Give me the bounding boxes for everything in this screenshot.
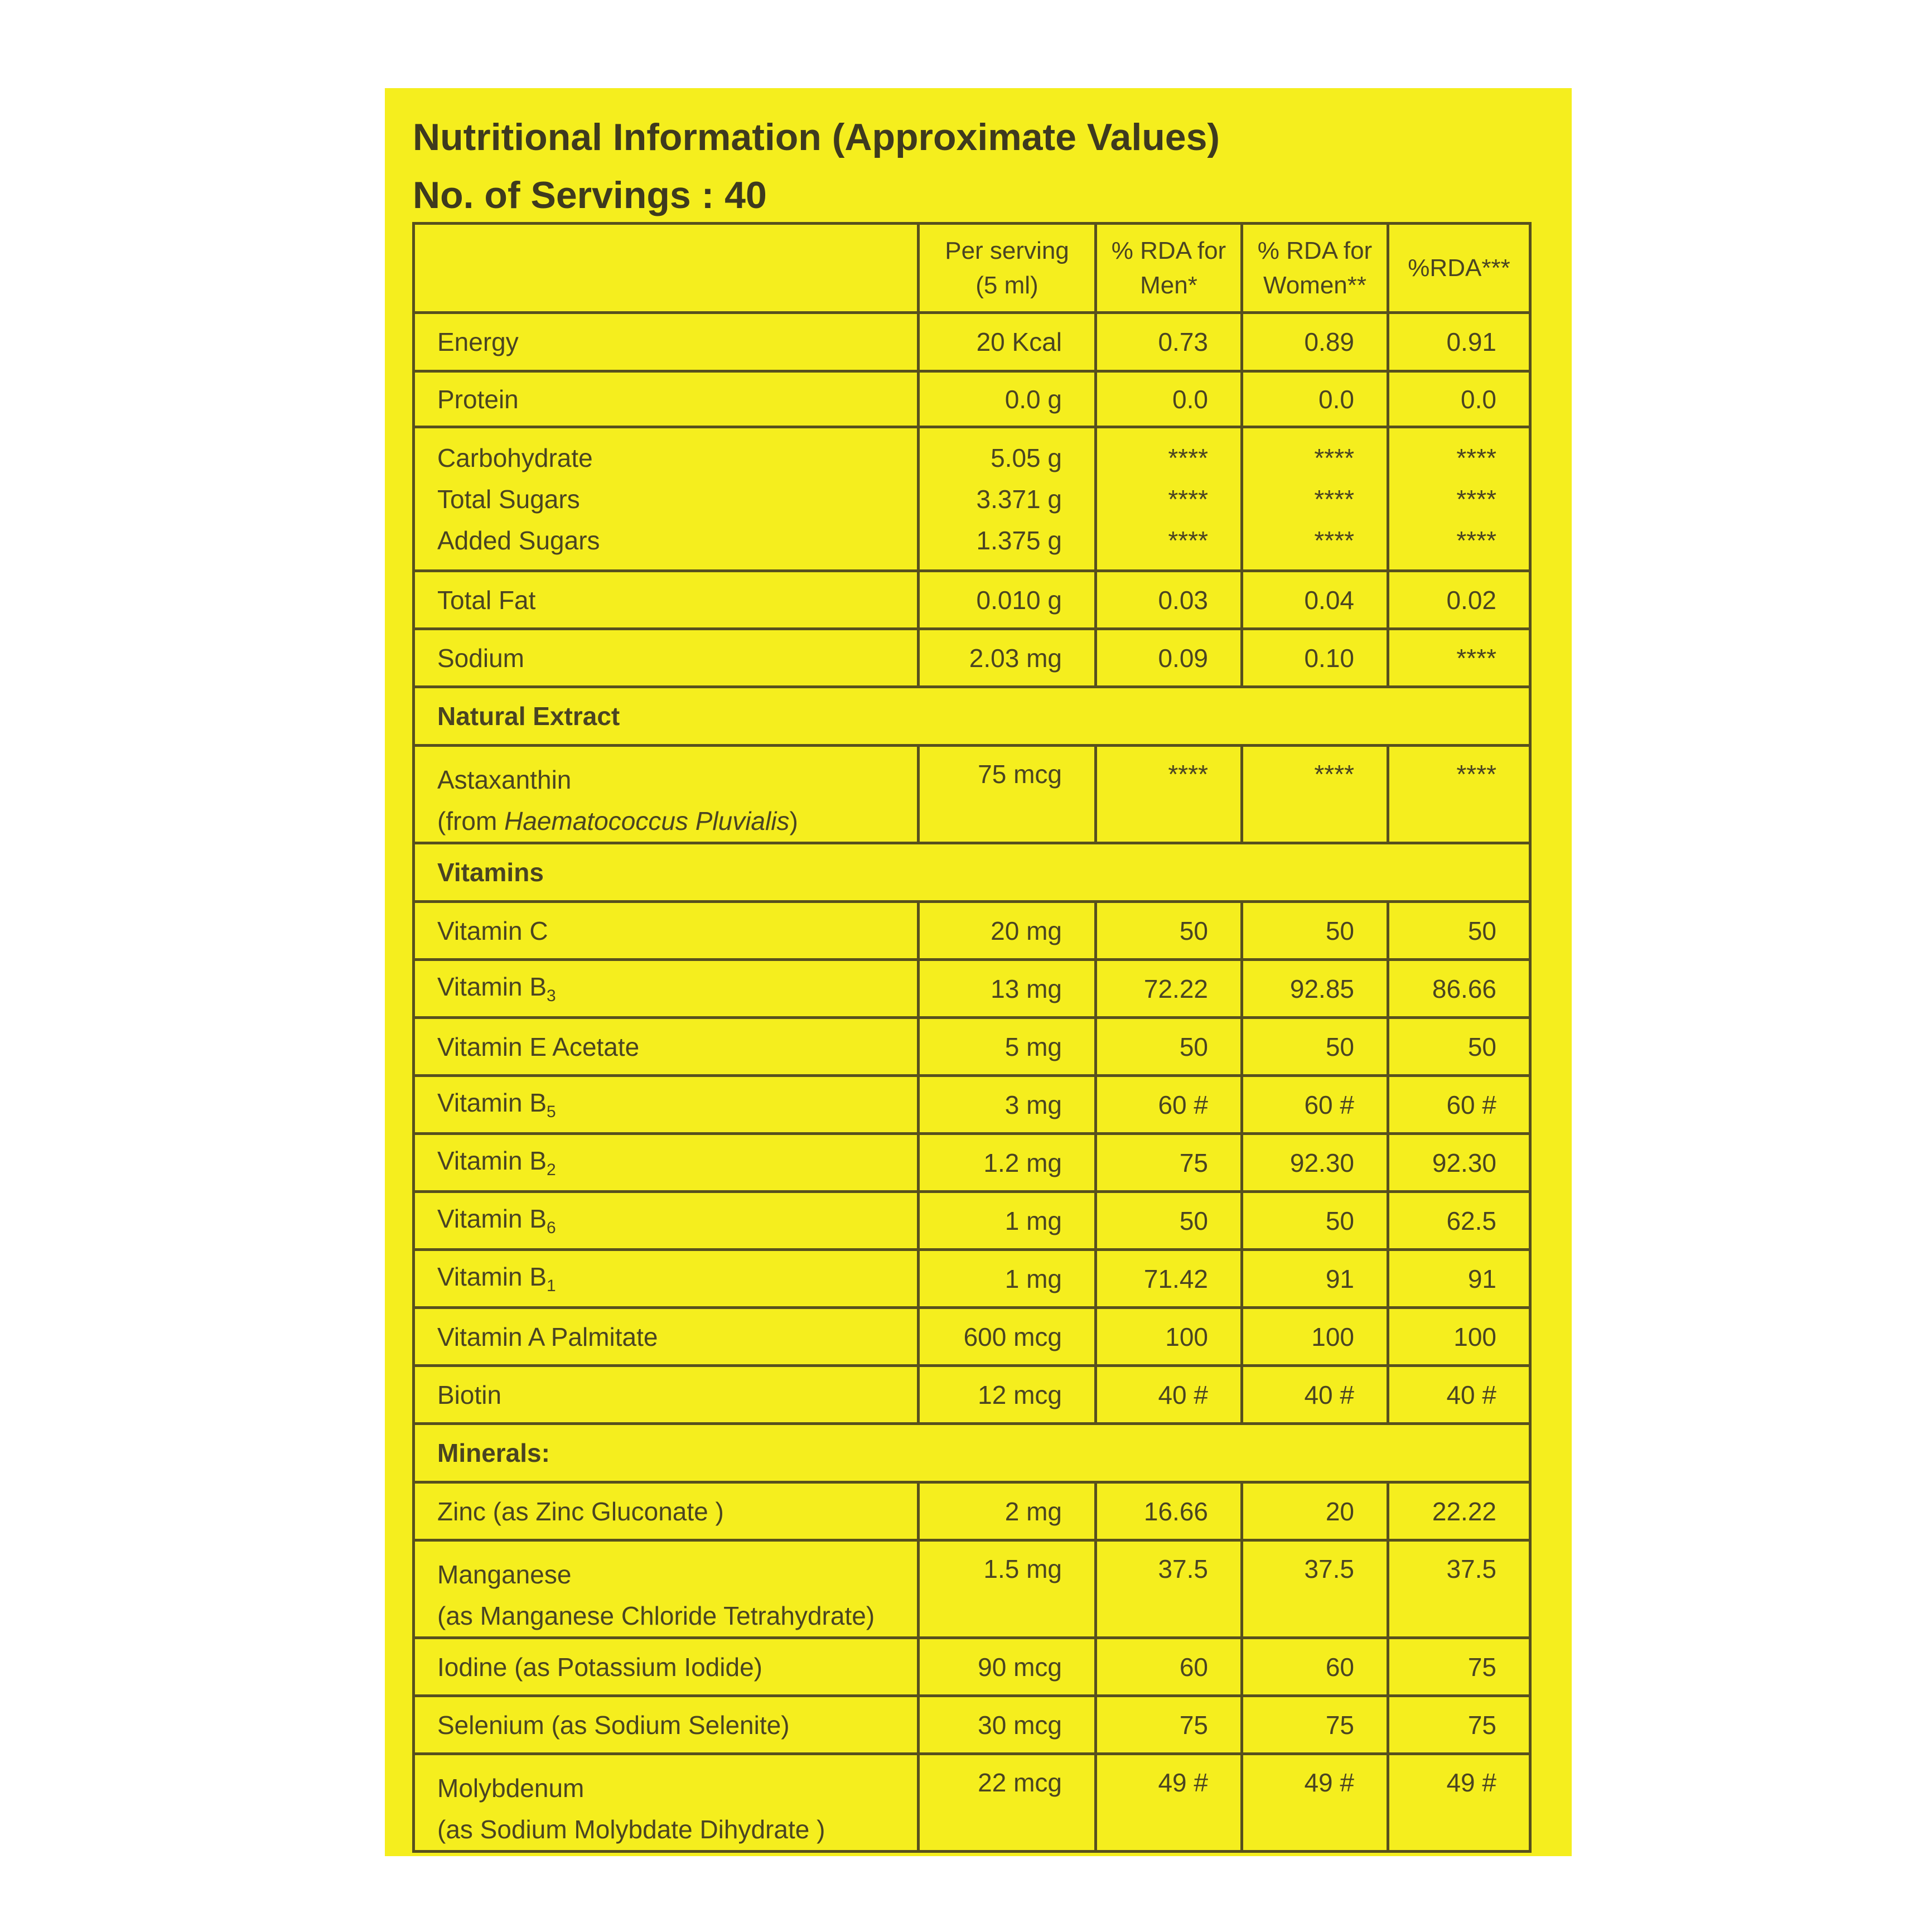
rda-men-value: 60 — [1096, 1638, 1242, 1696]
rda-men-value: 50 — [1096, 1192, 1242, 1250]
per-serving-value: 20 mg — [919, 902, 1096, 960]
rda-women-value: 75 — [1242, 1696, 1388, 1754]
nutrient-name-cell — [414, 1192, 919, 1250]
rda-value: **** — [1388, 629, 1530, 687]
per-serving-value: 1 mg — [919, 1250, 1096, 1308]
section-heading: Natural Extract — [414, 687, 1530, 746]
nutrient-name: Vitamin B — [437, 1204, 547, 1233]
nutrient-source: (as Manganese Chloride Tetrahydrate) — [437, 1601, 875, 1630]
section-row-vitamins — [414, 843, 1530, 902]
source-suffix: ) — [789, 806, 798, 835]
rda-men-value: 0.0 — [1096, 371, 1242, 427]
table-row — [414, 1540, 1530, 1638]
per-serving-value: 1.5 mg — [919, 1540, 1096, 1638]
per-serving-value: 600 mcg — [919, 1308, 1096, 1366]
rda-men-value: 0.09 — [1096, 629, 1242, 687]
section-heading: Vitamins — [414, 843, 1530, 902]
nutrient-name-group — [414, 1540, 919, 1638]
rda-men-value: 0.73 — [1096, 313, 1242, 371]
table-row — [414, 1696, 1530, 1754]
rda-value: 60 # — [1388, 1076, 1530, 1134]
rda-group — [1388, 427, 1530, 571]
rda-men-value: 75 — [1096, 1134, 1242, 1192]
rda-value: 50 — [1388, 1018, 1530, 1076]
rda-men-value: 60 # — [1096, 1076, 1242, 1134]
rda-women-value: 92.85 — [1242, 960, 1388, 1018]
table-row — [414, 1482, 1530, 1540]
per-serving-value: 5 mg — [919, 1018, 1096, 1076]
table-row — [414, 629, 1530, 687]
table-row — [414, 1638, 1530, 1696]
rda-women-value: 0.10 — [1242, 629, 1388, 687]
table-header-row — [414, 224, 1530, 313]
nutrient-name: Total Fat — [414, 571, 919, 629]
table-row — [414, 1366, 1530, 1424]
table-row — [414, 571, 1530, 629]
rda-men-value: 50 — [1096, 902, 1242, 960]
rda-value: 75 — [1388, 1696, 1530, 1754]
vitamin-subscript: 6 — [547, 1219, 556, 1238]
per-serving-value: 22 mcg — [919, 1754, 1096, 1852]
servings-count: No. of Servings : 40 — [413, 174, 767, 216]
rda-value: 86.66 — [1388, 960, 1530, 1018]
nutrient-name: Vitamin B — [437, 1262, 547, 1291]
rda-men-value: **** — [1168, 443, 1208, 472]
nutrition-label-panel — [385, 88, 1572, 1856]
rda-women-value: 91 — [1242, 1250, 1388, 1308]
rda-women-value: 40 # — [1242, 1366, 1388, 1424]
rda-value: 91 — [1388, 1250, 1530, 1308]
rda-women-value: 0.89 — [1242, 313, 1388, 371]
table-row — [414, 1192, 1530, 1250]
nutrient-source — [437, 800, 906, 842]
rda-women-value: **** — [1242, 746, 1388, 843]
column-header-rda-women: % RDA for Women** — [1242, 224, 1388, 313]
rda-men-group — [1096, 427, 1242, 571]
nutrient-name-cell — [414, 1076, 919, 1134]
nutrient-name: Added Sugars — [437, 525, 600, 555]
rda-men-value: 37.5 — [1096, 1540, 1242, 1638]
per-serving-value: 0.010 g — [919, 571, 1096, 629]
table-row — [414, 902, 1530, 960]
table-row — [414, 960, 1530, 1018]
nutrient-name-cell — [414, 1250, 919, 1308]
nutrient-name-cell — [414, 1134, 919, 1192]
per-serving-value: 30 mcg — [919, 1696, 1096, 1754]
rda-men-value: 0.03 — [1096, 571, 1242, 629]
rda-value: 62.5 — [1388, 1192, 1530, 1250]
rda-women-value: 20 — [1242, 1482, 1388, 1540]
rda-value: 22.22 — [1388, 1482, 1530, 1540]
rda-value: 49 # — [1388, 1754, 1530, 1852]
table-row — [414, 371, 1530, 427]
per-serving-value: 3 mg — [919, 1076, 1096, 1134]
rda-value: 100 — [1388, 1308, 1530, 1366]
nutrient-source: (as Sodium Molybdate Dihydrate ) — [437, 1815, 825, 1844]
rda-value: 92.30 — [1388, 1134, 1530, 1192]
per-serving-value: 13 mg — [919, 960, 1096, 1018]
nutrient-name: Total Sugars — [437, 484, 580, 514]
rda-women-value: 50 — [1242, 902, 1388, 960]
nutrient-name: Sodium — [414, 629, 919, 687]
rda-men-value: 75 — [1096, 1696, 1242, 1754]
vitamin-subscript: 2 — [547, 1161, 556, 1180]
rda-women-value: 92.30 — [1242, 1134, 1388, 1192]
rda-value: 0.91 — [1388, 313, 1530, 371]
per-serving-value: 2 mg — [919, 1482, 1096, 1540]
nutrient-name: Energy — [414, 313, 919, 371]
rda-value: 50 — [1388, 902, 1530, 960]
per-serving-value: 90 mcg — [919, 1638, 1096, 1696]
nutrient-name-group — [414, 1754, 919, 1852]
nutrient-name-group — [414, 746, 919, 843]
rda-women-value: 37.5 — [1242, 1540, 1388, 1638]
label-header — [413, 108, 1528, 224]
section-heading: Minerals: — [414, 1424, 1530, 1482]
nutrient-name: Vitamin C — [414, 902, 919, 960]
column-header-nutrient — [414, 224, 919, 313]
rda-men-value: **** — [1168, 525, 1208, 555]
table-row — [414, 313, 1530, 371]
nutrient-name: Vitamin E Acetate — [414, 1018, 919, 1076]
rda-women-value: 100 — [1242, 1308, 1388, 1366]
nutrient-name: Molybdenum — [437, 1774, 585, 1803]
nutrient-name: Vitamin B — [437, 1146, 547, 1175]
per-serving-value: 5.05 g — [991, 443, 1062, 472]
table-row — [414, 1076, 1530, 1134]
label-title: Nutritional Information (Approximate Values) — [413, 116, 1220, 158]
vitamin-subscript: 5 — [547, 1103, 556, 1122]
nutrient-name-group — [414, 427, 919, 571]
vitamin-subscript: 3 — [547, 987, 556, 1006]
source-prefix: (from — [437, 806, 505, 835]
nutrient-name: Vitamin B — [437, 1088, 547, 1117]
per-serving-value: 12 mcg — [919, 1366, 1096, 1424]
rda-value: 75 — [1388, 1638, 1530, 1696]
rda-men-value: 72.22 — [1096, 960, 1242, 1018]
table-row — [414, 1250, 1530, 1308]
table-row — [414, 1134, 1530, 1192]
per-serving-value: 1.2 mg — [919, 1134, 1096, 1192]
rda-men-value: **** — [1168, 484, 1208, 514]
rda-men-value: 49 # — [1096, 1754, 1242, 1852]
table-row — [414, 1754, 1530, 1852]
nutrient-name-cell — [414, 960, 919, 1018]
rda-value: 0.0 — [1388, 371, 1530, 427]
rda-women-value: 50 — [1242, 1018, 1388, 1076]
column-header-per-serving: Per serving (5 ml) — [919, 224, 1096, 313]
per-serving-value: 0.0 g — [919, 371, 1096, 427]
table-row — [414, 427, 1530, 571]
rda-women-value: 60 — [1242, 1638, 1388, 1696]
rda-value: **** — [1456, 443, 1496, 472]
rda-value: **** — [1388, 746, 1530, 843]
table-row — [414, 1308, 1530, 1366]
per-serving-value: 20 Kcal — [919, 313, 1096, 371]
nutrition-table — [412, 222, 1532, 1853]
vitamin-subscript: 1 — [547, 1277, 556, 1296]
rda-women-value: 50 — [1242, 1192, 1388, 1250]
per-serving-value: 2.03 mg — [919, 629, 1096, 687]
per-serving-value: 1.375 g — [976, 525, 1062, 555]
rda-women-value: 60 # — [1242, 1076, 1388, 1134]
per-serving-value: 3.371 g — [976, 484, 1062, 514]
rda-men-value: 16.66 — [1096, 1482, 1242, 1540]
table-row — [414, 746, 1530, 843]
section-row-minerals — [414, 1424, 1530, 1482]
rda-women-value: **** — [1314, 525, 1354, 555]
rda-women-value: 0.04 — [1242, 571, 1388, 629]
nutrient-name: Carbohydrate — [437, 443, 593, 472]
rda-women-group — [1242, 427, 1388, 571]
rda-men-value: **** — [1096, 746, 1242, 843]
nutrient-name: Vitamin A Palmitate — [414, 1308, 919, 1366]
column-header-rda: %RDA*** — [1388, 224, 1530, 313]
nutrient-name: Selenium (as Sodium Selenite) — [414, 1696, 919, 1754]
table-row — [414, 1018, 1530, 1076]
per-serving-value: 75 mcg — [919, 746, 1096, 843]
nutrient-name: Astaxanthin — [437, 765, 572, 794]
rda-men-value: 50 — [1096, 1018, 1242, 1076]
per-serving-group — [919, 427, 1096, 571]
rda-value: 37.5 — [1388, 1540, 1530, 1638]
nutrient-name: Manganese — [437, 1560, 572, 1589]
column-header-rda-men: % RDA for Men* — [1096, 224, 1242, 313]
rda-women-value: **** — [1314, 484, 1354, 514]
source-species: Haematococcus Pluvialis — [504, 806, 790, 835]
nutrient-name: Iodine (as Potassium Iodide) — [414, 1638, 919, 1696]
rda-women-value: 0.0 — [1242, 371, 1388, 427]
nutrient-name: Protein — [414, 371, 919, 427]
rda-women-value: **** — [1314, 443, 1354, 472]
rda-value: 40 # — [1388, 1366, 1530, 1424]
nutrient-name: Biotin — [414, 1366, 919, 1424]
rda-value: **** — [1456, 525, 1496, 555]
nutrient-name: Zinc (as Zinc Gluconate ) — [414, 1482, 919, 1540]
per-serving-value: 1 mg — [919, 1192, 1096, 1250]
section-row-natural-extract — [414, 687, 1530, 746]
nutrient-name: Vitamin B — [437, 972, 547, 1001]
rda-women-value: 49 # — [1242, 1754, 1388, 1852]
rda-men-value: 40 # — [1096, 1366, 1242, 1424]
rda-value: **** — [1456, 484, 1496, 514]
rda-men-value: 71.42 — [1096, 1250, 1242, 1308]
rda-men-value: 100 — [1096, 1308, 1242, 1366]
rda-value: 0.02 — [1388, 571, 1530, 629]
